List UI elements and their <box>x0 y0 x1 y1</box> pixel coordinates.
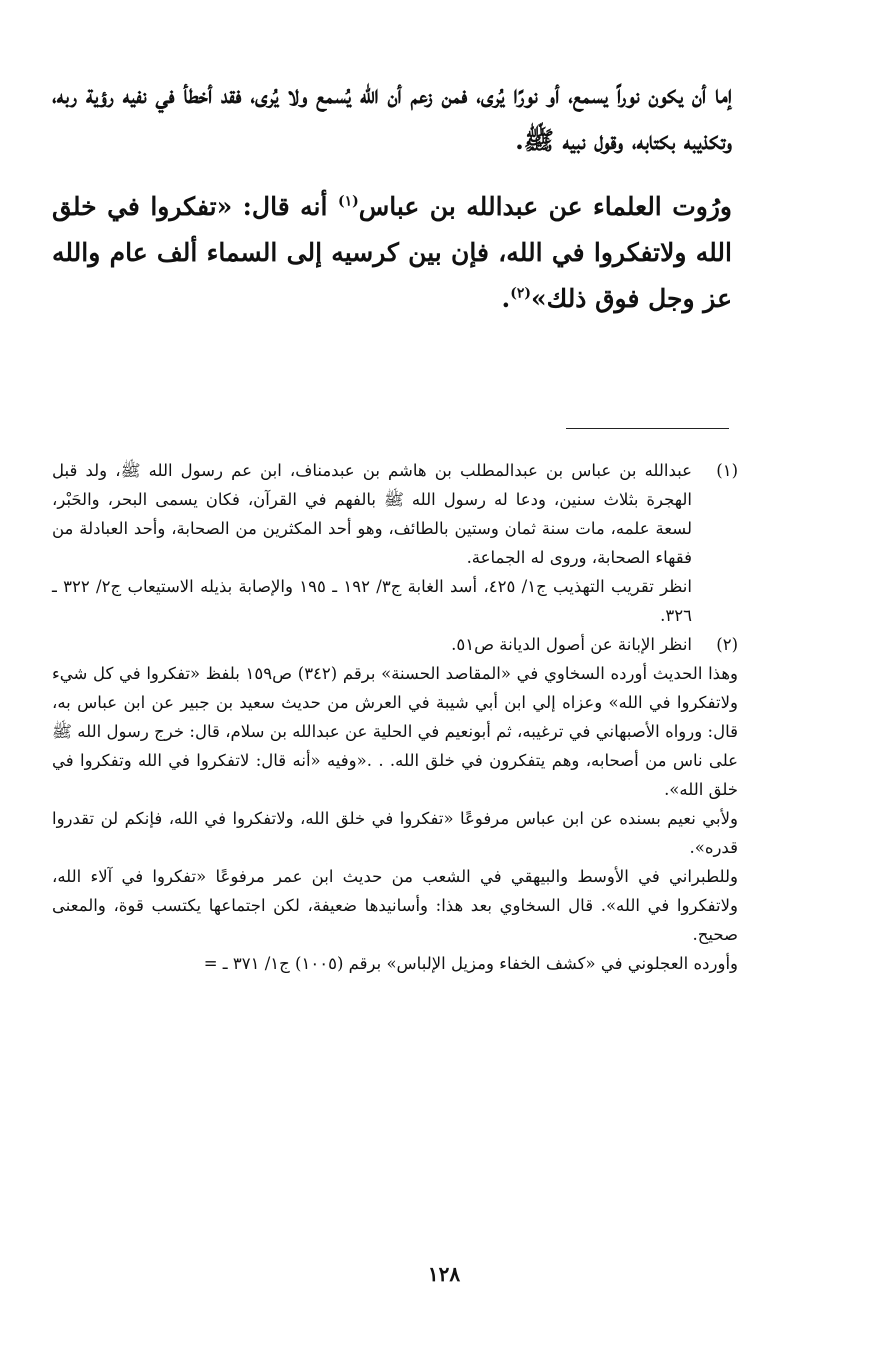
footnote-continuation: وللطبراني في الأوسط والبيهقي في الشعب من حديث ابن عمر مرفوعًا «تفكروا في آلاء الله، ولاتفكروا في الله». قال السخاوي بعد هذا: وأسانيدها ضعيفة، لكن اجتماعها يكتسب قوة، والمعنى صحيح. <box>52 867 738 944</box>
page-number: ١٢٨ <box>427 1262 461 1286</box>
footnote-separator <box>566 428 729 429</box>
footnote-2 <box>52 630 738 659</box>
footnote-body <box>52 630 692 659</box>
footnote-continuation: وأورده العجلوني في «كشف الخفاء ومزيل الإلباس» برقم (١٠٠٥) ج١/ ٣٧١ ـ = <box>203 954 738 973</box>
main-paragraph-1: إما أن يكون نوراً يسمع، أو نورًا يُرى، فمن زعم أن الله يُسمع ولا يُرى، فقد أخطأ في نفيه رؤية ربه، وتكذيبه بكتابه، وقول نبيه ﷺ. <box>52 80 732 155</box>
footnote-text: عبدالله بن عباس بن عبدالمطلب بن هاشم بن عبدمناف، ابن عم رسول الله ﷺ، ولد قبل الهجرة بثلاث سنين، ودعا له رسول الله ﷺ بالفهم في القرآن، فكان يسمى البحر، والحَبْر، لسعة علمه، مات سنة ثمان وستين بالطائف، وهو أحد المكثرين من الصحابة، وأحد العبادلة من فقهاء الصحابة، وروى له الجماعة. <box>52 461 692 567</box>
footnote-ref-2: (٢) <box>510 285 531 302</box>
footnote-continuation: ولأبي نعيم بسنده عن ابن عباس مرفوعًا «تفكروا في خلق الله، ولاتفكروا في الله، فإنكم لن تقدروا قدره». <box>52 809 738 857</box>
footnote-text: انظر تقريب التهذيب ج١/ ٤٢٥، أسد الغابة ج٣/ ١٩٢ ـ ١٩٥ والإصابة بذيله الاستيعاب ج٢/ ٣٢٢ ـ ٣٢٦. <box>52 577 692 625</box>
footnote-text: انظر الإبانة عن أصول الديانة ص٥١. <box>451 635 692 654</box>
paragraph-2-middle: أنه قال: «تفكروا في خلق الله ولاتفكروا في الله، فإن بين كرسيه إلى السماء ألف عام والله عز وجل فوق ذلك» <box>52 192 732 313</box>
main-paragraph-2 <box>52 184 732 322</box>
footnote-number: (١) <box>716 461 738 480</box>
paragraph-2-end: . <box>501 284 511 313</box>
footnote-number: (٢) <box>716 635 738 654</box>
footnote-continuation: وهذا الحديث أورده السخاوي في «المقاصد الحسنة» برقم (٣٤٢) ص١٥٩ بلفظ «تفكروا في كل شيء ولاتفكروا في الله» وعزاه إلي ابن أبي شيبة في العرش من حديث سعيد بن جبير عن ابن عباس به، قال: ورواه الأصبهاني في ترغيبه، ثم أبونعيم في الحلية عن عبدالله بن سلام، قال: خرج رسول الله ﷺ على ناس من أصحابه، وهم يتفكرون في خلق الله. . .«وفيه «أنه قال: لاتفكروا في الله وتفكروا في خلق الله». <box>52 664 738 799</box>
main-text <box>52 72 732 342</box>
footnote-1 <box>52 456 738 630</box>
footnotes <box>52 456 738 978</box>
footnote-ref-1: (١) <box>337 193 359 210</box>
paragraph-2-start: ورُوت العلماء عن عبدالله بن عباس <box>358 192 732 221</box>
footnote-body <box>52 456 692 630</box>
